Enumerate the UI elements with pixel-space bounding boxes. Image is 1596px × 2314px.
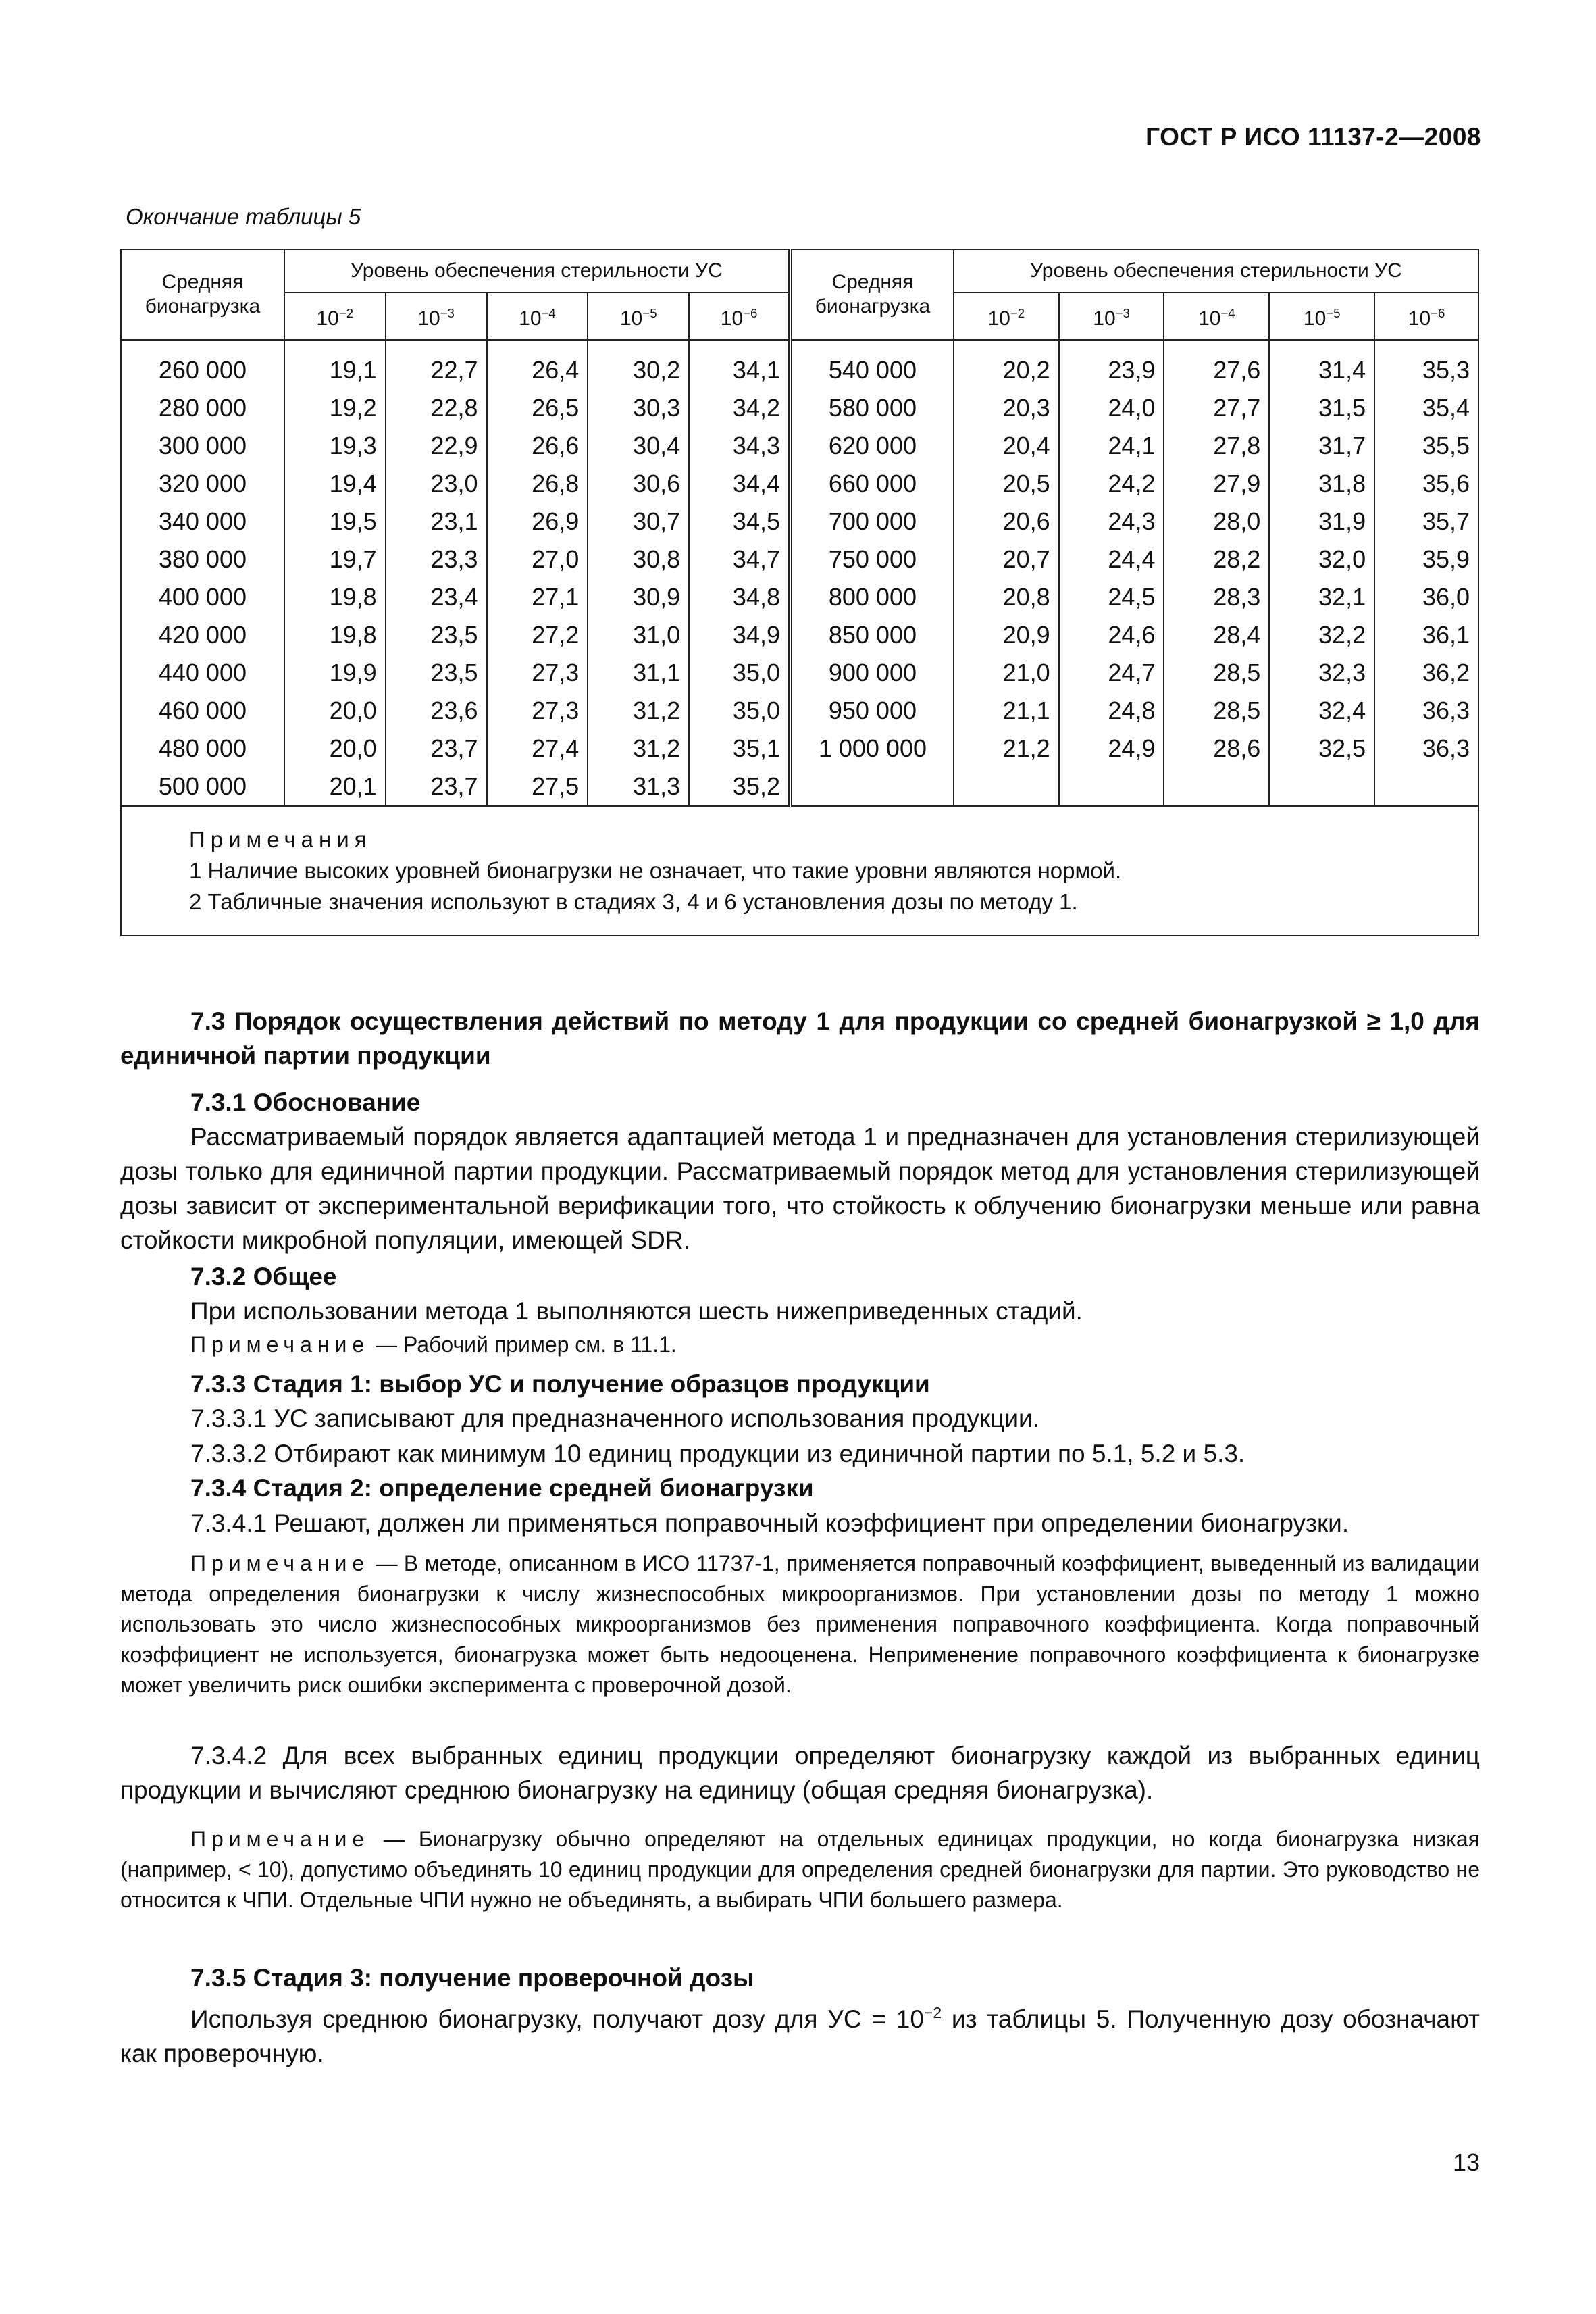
text-part-a: Используя среднюю бионагрузку, получают дозу для УС = 10 [190, 2005, 924, 2033]
exponent-power: −6 [743, 305, 758, 320]
exponent-power: −2 [1010, 305, 1025, 320]
dose-cell: 36,3 [1374, 692, 1478, 730]
dose-cell: 20,5 [954, 465, 1059, 503]
note-1: 1 Наличие высоких уровней бионагрузки не означает, что такие уровни являются нормой. [189, 858, 1122, 883]
section-7-3-4-2-note [120, 1824, 1480, 1915]
dose-cell: 31,8 [1269, 465, 1374, 503]
dose-cell: 19,8 [284, 578, 386, 616]
dose-cell: 20,1 [284, 768, 386, 806]
note-text: — В методе, описанном в ИСО 11737-1, применяется поправочный коэффициент, выведенный из валидации метода определения бионагрузки к числу жизнеспособных микроорганизмов. При установлении дозы по методу 1 можно использовать это число жизнеспособных микроорганизмов без применения поправочного коэффициента. Когда поправочный коэффициент не используется, бионагрузка может быть недооценена. Неприменение поправочного коэффициента к бионагрузке может увеличить риск ошибки эксперимента с проверочной дозой. [120, 1551, 1481, 1697]
dose-cell: 30,6 [588, 465, 689, 503]
bioburden-cell: 580 000 [790, 389, 954, 427]
dose-cell: 24,8 [1059, 692, 1164, 730]
dose-cell: 27,4 [487, 730, 588, 768]
section-7-3-4-title: 7.3.4 Стадия 2: определение средней бионагрузки [190, 1474, 814, 1502]
dose-cell: 27,0 [487, 540, 588, 578]
dose-cell: 32,0 [1269, 540, 1374, 578]
header-sal-left: Уровень обеспечения стерильности УС [284, 249, 790, 293]
dose-cell: 27,3 [487, 654, 588, 692]
dose-cell: 20,7 [954, 540, 1059, 578]
dose-cell: 23,6 [386, 692, 487, 730]
header-sal-exponent [1374, 293, 1478, 340]
dose-cell: 30,7 [588, 503, 689, 540]
dose-cell: 23,4 [386, 578, 487, 616]
dose-cell: 23,1 [386, 503, 487, 540]
exponent-power: −3 [1115, 305, 1130, 320]
dose-cell: 30,3 [588, 389, 689, 427]
dose-cell: 24,3 [1059, 503, 1164, 540]
exponent-power: −5 [642, 305, 657, 320]
bioburden-cell: 440 000 [121, 654, 284, 692]
dose-cell: 24,1 [1059, 427, 1164, 465]
standard-designation: ГОСТ Р ИСО 11137-2—2008 [1145, 123, 1481, 151]
section-7-3-1-text: Рассматриваемый порядок является адаптацией метода 1 и предназначен для установления стерилизующей дозы только для единичной партии продукции. Рассматриваемый порядок метод для установления стерилизующей дозы зависит от экспериментальной верификации того, что стойкость к облучению бионагрузки меньше или равна стойкости микробной популяции, имеющей SDR. [120, 1123, 1480, 1254]
dose-cell: 34,8 [689, 578, 790, 616]
exponent-base: 10 [519, 307, 542, 330]
exponent: −2 [923, 2004, 942, 2021]
header-bioburden-left: Средняя бионагрузка [121, 249, 284, 340]
dose-cell: 28,2 [1164, 540, 1269, 578]
dose-cell: 24,9 [1059, 730, 1164, 768]
dose-cell: 21,1 [954, 692, 1059, 730]
bioburden-cell: 850 000 [790, 616, 954, 654]
header-sal-exponent [386, 293, 487, 340]
dose-cell: 27,7 [1164, 389, 1269, 427]
table-row [121, 692, 1478, 730]
section-7-3-1-title: 7.3.1 Обоснование [190, 1088, 421, 1116]
dose-cell: 22,8 [386, 389, 487, 427]
dose-cell: 20,8 [954, 578, 1059, 616]
dose-cell: 31,5 [1269, 389, 1374, 427]
dose-cell: 30,4 [588, 427, 689, 465]
notes-title: Примечания [189, 827, 372, 852]
dose-cell: 27,8 [1164, 427, 1269, 465]
dose-cell: 19,5 [284, 503, 386, 540]
dose-cell [954, 768, 1059, 806]
dose-cell: 35,4 [1374, 389, 1478, 427]
header-sal-exponent [588, 293, 689, 340]
dose-cell: 35,0 [689, 654, 790, 692]
bioburden-cell [790, 768, 954, 806]
dose-cell: 30,9 [588, 578, 689, 616]
table-row [121, 465, 1478, 503]
dose-cell: 31,3 [588, 768, 689, 806]
exponent-power: −4 [541, 305, 556, 320]
bioburden-cell: 540 000 [790, 340, 954, 389]
page-number: 13 [1452, 2148, 1480, 2176]
dose-cell: 35,2 [689, 768, 790, 806]
dose-cell: 23,7 [386, 730, 487, 768]
dose-cell: 24,4 [1059, 540, 1164, 578]
section-7-3-title: 7.3 Порядок осуществления действий по методу 1 для продукции со средней бионагрузкой ≥ 1,0 для единичной партии продукции [120, 1007, 1480, 1070]
dose-cell: 23,9 [1059, 340, 1164, 389]
bioburden-cell: 750 000 [790, 540, 954, 578]
dose-cell: 32,3 [1269, 654, 1374, 692]
section-7-3-3-title: 7.3.3 Стадия 1: выбор УС и получение образцов продукции [190, 1370, 930, 1398]
dose-cell: 20,0 [284, 730, 386, 768]
section-7-3-4-1-note [120, 1549, 1480, 1701]
dose-cell: 20,0 [284, 692, 386, 730]
dose-cell: 21,0 [954, 654, 1059, 692]
dose-cell: 26,8 [487, 465, 588, 503]
bioburden-cell: 480 000 [121, 730, 284, 768]
header-sal-exponent [1059, 293, 1164, 340]
table-row [121, 654, 1478, 692]
table-row [121, 578, 1478, 616]
bioburden-cell: 500 000 [121, 768, 284, 806]
exponent-base: 10 [987, 307, 1010, 330]
table-caption: Окончание таблицы 5 [126, 204, 361, 229]
dose-cell: 20,2 [954, 340, 1059, 389]
dose-cell: 31,9 [1269, 503, 1374, 540]
dose-cell [1164, 768, 1269, 806]
exponent-base: 10 [417, 307, 440, 330]
bioburden-cell: 660 000 [790, 465, 954, 503]
dose-cell: 32,4 [1269, 692, 1374, 730]
dose-cell: 34,5 [689, 503, 790, 540]
note-2: 2 Табличные значения используют в стадиях 3, 4 и 6 установления дозы по методу 1. [189, 889, 1078, 914]
dose-cell: 32,5 [1269, 730, 1374, 768]
dose-cell: 23,7 [386, 768, 487, 806]
dose-cell: 31,4 [1269, 340, 1374, 389]
dose-cell: 31,2 [588, 692, 689, 730]
dose-cell: 35,1 [689, 730, 790, 768]
dose-cell: 32,2 [1269, 616, 1374, 654]
header-sal-exponent [284, 293, 386, 340]
dose-cell: 35,9 [1374, 540, 1478, 578]
table-row [121, 768, 1478, 806]
bioburden-cell: 260 000 [121, 340, 284, 389]
exponent-base: 10 [1303, 307, 1327, 330]
dose-cell: 24,0 [1059, 389, 1164, 427]
dose-cell: 21,2 [954, 730, 1059, 768]
bioburden-cell: 280 000 [121, 389, 284, 427]
dose-cell: 36,0 [1374, 578, 1478, 616]
dose-cell: 22,7 [386, 340, 487, 389]
dose-cell: 28,5 [1164, 692, 1269, 730]
bioburden-cell: 900 000 [790, 654, 954, 692]
bioburden-cell: 400 000 [121, 578, 284, 616]
exponent-power: −5 [1326, 305, 1341, 320]
table-row [121, 340, 1478, 389]
note-text: — Рабочий пример см. в 11.1. [369, 1332, 677, 1357]
dose-cell: 27,1 [487, 578, 588, 616]
bioburden-cell: 460 000 [121, 692, 284, 730]
dose-cell: 26,4 [487, 340, 588, 389]
dose-cell: 28,0 [1164, 503, 1269, 540]
note-label: Примечание [190, 1332, 370, 1357]
bioburden-cell: 1 000 000 [790, 730, 954, 768]
dose-cell [1269, 768, 1374, 806]
header-sal-exponent [487, 293, 588, 340]
dose-cell: 24,5 [1059, 578, 1164, 616]
dose-cell: 35,7 [1374, 503, 1478, 540]
dose-cell: 23,5 [386, 654, 487, 692]
text-part-b: из таблицы 5. Полученную дозу обозначают как проверочную. [120, 2005, 1480, 2067]
bioburden-cell: 950 000 [790, 692, 954, 730]
exponent-power: −4 [1220, 305, 1235, 320]
bioburden-cell: 700 000 [790, 503, 954, 540]
dose-cell: 34,3 [689, 427, 790, 465]
header-sal-exponent [1164, 293, 1269, 340]
dose-cell: 36,3 [1374, 730, 1478, 768]
dose-cell: 20,6 [954, 503, 1059, 540]
dose-cell: 35,0 [689, 692, 790, 730]
dose-cell: 35,3 [1374, 340, 1478, 389]
dose-cell: 26,9 [487, 503, 588, 540]
section-7-3-2-title: 7.3.2 Общее [190, 1263, 337, 1290]
dose-cell: 19,1 [284, 340, 386, 389]
header-bioburden-right: Средняя бионагрузка [790, 249, 954, 340]
dose-cell: 27,6 [1164, 340, 1269, 389]
table-5 [120, 249, 1479, 936]
bioburden-cell: 620 000 [790, 427, 954, 465]
exponent-power: −6 [1431, 305, 1445, 320]
note-label: Примечание [190, 1827, 370, 1851]
section-7-3-2-text: При использовании метода 1 выполняются шесть нижеприведенных стадий. [190, 1297, 1083, 1325]
dose-cell: 31,2 [588, 730, 689, 768]
dose-cell: 26,5 [487, 389, 588, 427]
exponent-base: 10 [720, 307, 744, 330]
dose-cell: 20,9 [954, 616, 1059, 654]
note-text: — Бионагрузку обычно определяют на отдельных единицах продукции, но когда бионагрузка низкая (например, < 10), допустимо объединять 10 единиц продукции для определения средней бионагрузки для партии. Это руководство не относится к ЧПИ. Отдельные ЧПИ нужно не объединять, а выбирать ЧПИ большего размера. [120, 1827, 1481, 1912]
dose-cell: 28,4 [1164, 616, 1269, 654]
dose-cell: 23,0 [386, 465, 487, 503]
bioburden-cell: 380 000 [121, 540, 284, 578]
dose-cell: 19,7 [284, 540, 386, 578]
section-7-3-4-1: 7.3.4.1 Решают, должен ли применяться поправочный коэффициент при определении бионагрузки. [190, 1509, 1349, 1537]
exponent-base: 10 [619, 307, 643, 330]
dose-cell: 26,6 [487, 427, 588, 465]
dose-cell: 27,3 [487, 692, 588, 730]
bioburden-cell: 800 000 [790, 578, 954, 616]
dose-cell: 19,4 [284, 465, 386, 503]
dose-cell: 34,2 [689, 389, 790, 427]
table-row [121, 427, 1478, 465]
exponent-power: −3 [440, 305, 455, 320]
table-row [121, 503, 1478, 540]
dose-cell: 20,4 [954, 427, 1059, 465]
exponent-base: 10 [1093, 307, 1116, 330]
dose-cell: 19,9 [284, 654, 386, 692]
dose-cell: 24,2 [1059, 465, 1164, 503]
dose-cell: 28,3 [1164, 578, 1269, 616]
dose-cell: 27,5 [487, 768, 588, 806]
dose-cell: 31,7 [1269, 427, 1374, 465]
header-sal-exponent [689, 293, 790, 340]
dose-cell: 36,1 [1374, 616, 1478, 654]
dose-cell: 28,6 [1164, 730, 1269, 768]
dose-cell: 19,8 [284, 616, 386, 654]
header-sal-right: Уровень обеспечения стерильности УС [954, 249, 1478, 293]
note-label: Примечание [190, 1551, 370, 1576]
dose-cell: 24,7 [1059, 654, 1164, 692]
section-7-3-3-2: 7.3.3.2 Отбирают как минимум 10 единиц продукции из единичной партии по 5.1, 5.2 и 5.3. [190, 1440, 1245, 1467]
table-row [121, 730, 1478, 768]
dose-cell: 35,6 [1374, 465, 1478, 503]
dose-cell: 31,1 [588, 654, 689, 692]
exponent-base: 10 [1408, 307, 1431, 330]
bioburden-cell: 320 000 [121, 465, 284, 503]
dose-cell: 20,3 [954, 389, 1059, 427]
section-7-3-4-2: 7.3.4.2 Для всех выбранных единиц продукции определяют бионагрузку каждой из выбранных единиц продукции и вычисляют среднюю бионагрузку на единицу (общая средняя бионагрузка). [120, 1742, 1480, 1804]
dose-cell: 34,9 [689, 616, 790, 654]
dose-cell: 24,6 [1059, 616, 1164, 654]
header-sal-exponent [954, 293, 1059, 340]
dose-cell: 28,5 [1164, 654, 1269, 692]
dose-cell: 27,2 [487, 616, 588, 654]
dose-cell: 34,1 [689, 340, 790, 389]
dose-cell: 30,2 [588, 340, 689, 389]
dose-cell: 23,3 [386, 540, 487, 578]
dose-cell: 27,9 [1164, 465, 1269, 503]
dose-cell: 34,4 [689, 465, 790, 503]
dose-cell: 34,7 [689, 540, 790, 578]
bioburden-cell: 300 000 [121, 427, 284, 465]
dose-cell: 23,5 [386, 616, 487, 654]
bioburden-cell: 420 000 [121, 616, 284, 654]
dose-cell: 22,9 [386, 427, 487, 465]
dose-cell: 30,8 [588, 540, 689, 578]
dose-cell: 19,3 [284, 427, 386, 465]
dose-cell: 32,1 [1269, 578, 1374, 616]
section-7-3-2-note [120, 1330, 1480, 1360]
section-7-3-5-title: 7.3.5 Стадия 3: получение проверочной дозы [190, 1964, 754, 1992]
exponent-base: 10 [316, 307, 339, 330]
table-notes [121, 806, 1478, 936]
dose-cell [1374, 768, 1478, 806]
exponent-base: 10 [1198, 307, 1221, 330]
dose-cell [1059, 768, 1164, 806]
dose-cell: 31,0 [588, 616, 689, 654]
section-7-3-3-1: 7.3.3.1 УС записывают для предназначенного использования продукции. [190, 1405, 1039, 1432]
exponent-power: −2 [338, 305, 354, 320]
table-row [121, 389, 1478, 427]
table-row [121, 616, 1478, 654]
dose-cell: 36,2 [1374, 654, 1478, 692]
bioburden-cell: 340 000 [121, 503, 284, 540]
header-sal-exponent [1269, 293, 1374, 340]
dose-cell: 19,2 [284, 389, 386, 427]
section-7-3-5-text [120, 1996, 1480, 2071]
dose-cell: 35,5 [1374, 427, 1478, 465]
table-row [121, 540, 1478, 578]
